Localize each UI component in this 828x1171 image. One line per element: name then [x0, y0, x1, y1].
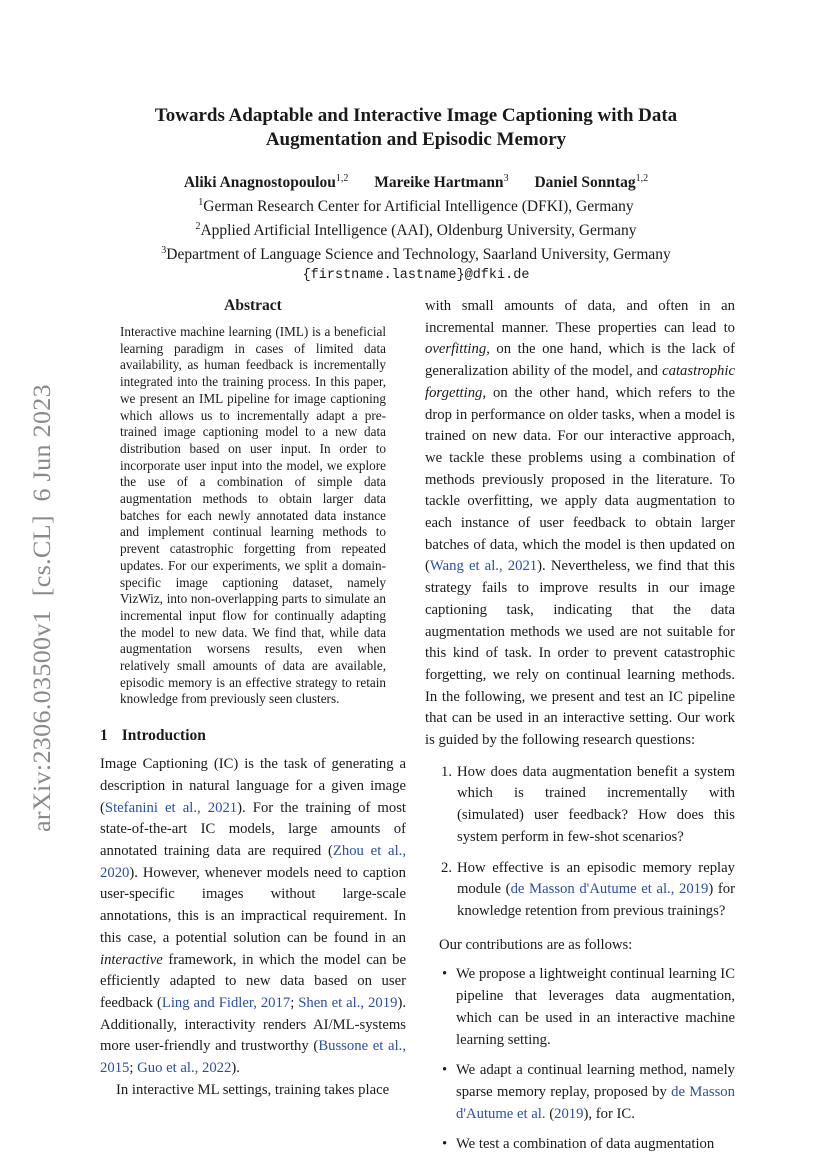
author: Mareike Hartmann$^3$ [374, 173, 509, 192]
research-question: 2. How effective is an episodic memory replay module (de Masson d'Autume et al., 2019) for knowledge retention from previous trainings? [441, 859, 735, 919]
author: Daniel Sonntag$^{1,2}$ [534, 173, 649, 192]
research-questions-list [425, 762, 735, 923]
citation-link[interactable]: de Masson d'Autume et al., 2019 [510, 881, 709, 898]
author: Aliki Anagnostopoulou$^{1,2}$ [183, 173, 349, 192]
citation-link[interactable]: de Masson d'Autume et al. [456, 1083, 735, 1122]
abstract-text: Interactive machine learning (IML) is a beneficial learning paradigm in cases of limited data availability, as human feedback is incrementally integrated into the training process. In this paper, we present an IML pipeline for image captioning which allows us to incrementally adapt a pre-trained image captioning model to a new data distribution based on user input. In order to incorporate user input into the model, we explore the use of a combination of simple data augmentation methods to obtain larger data batches for each newly annotated data instance and implement continual learning methods to prevent catastrophic forgetting from repeated updates. For our experiments, we split a domain-specific image captioning dataset, namely VizWiz, into non-overlapping parts to simulate an incremental input flow for continually adapting the model to new data. We find that, while data augmentation worsens results, even when relatively small amounts of data are available, episodic memory is an effective strategy to retain knowledge from previously seen clusters. [120, 324, 386, 707]
contribution-item: • We propose a lightweight continual learning IC pipeline that leverages data augmentation, which can be used in an interactive machine learning setting. [442, 966, 735, 1048]
title-block [100, 104, 732, 286]
arxiv-stamp-text: arXiv:2306.03500v1 [cs.CL] 6 Jun 2023 [29, 402, 56, 832]
citation-link[interactable]: Shen et al., 2019 [298, 994, 398, 1011]
contribution-item: • We adapt a continual learning method, namely sparse memory replay, proposed by de Masson d'Autume et al. (2019), for IC. [442, 1062, 735, 1122]
arxiv-stamp [10, 380, 68, 840]
affiliation: $^3$Department of Language Science and Technology, Saarland University, Germany [161, 245, 671, 264]
citation-link[interactable]: Bussone et al., 2015 [100, 1038, 407, 1077]
affiliation: $^1$German Research Center for Artificial Intelligence (DFKI), Germany [198, 197, 634, 216]
contributions-intro: Our contributions are as follows: [439, 936, 633, 953]
bullet-icon: • [442, 1062, 448, 1079]
research-question: 1. How does data augmentation benefit a system which is trained incrementally with (simulated) user feedback? How does this system perform in few-shot scenarios? [441, 763, 735, 845]
citation-link[interactable]: 2019 [554, 1105, 584, 1122]
citation-link[interactable]: Guo et al., 2022 [137, 1060, 232, 1077]
paper-title: Towards Adaptable and Interactive Image Captioning with Data Augmentation and Episodic Memory [154, 105, 678, 150]
contribution-item: • We test a combination of data augmentation [425, 1134, 735, 1156]
section-heading-introduction: 1 Introduction [100, 727, 206, 745]
bullet-icon: • [442, 1136, 448, 1153]
author-list [100, 169, 732, 193]
bullet-icon: • [442, 966, 448, 983]
intro-paragraph-2-start: In interactive ML settings, training takes place [116, 1081, 390, 1098]
left-column [100, 296, 406, 1101]
contributions-list [425, 964, 735, 1156]
citation-link[interactable]: Stefanini et al., 2021 [104, 799, 238, 816]
author-email: {firstname.lastname}@dfki.de [302, 267, 530, 283]
citation-link[interactable]: Zhou et al., 2020 [100, 842, 406, 881]
affiliation: $^2$Applied Artificial Intelligence (AAI), Oldenburg University, Germany [195, 221, 637, 240]
right-column [425, 296, 735, 1165]
abstract-heading: Abstract [224, 297, 282, 314]
citation-link[interactable]: Ling and Fidler, 2017 [161, 994, 291, 1011]
intro-paragraph-2-continued: with small amounts of data, and often in an incremental manner. These properties can lead to overfitting, on the one hand, which is the lack of generalization ability of the model, and catastrophic forgetting, on the other hand, which refers to the drop in performance on older tasks, when a model is trained on new data. For our interactive approach, we tackle these problems using a combination of methods previously proposed in the literature. To tackle overfitting, we apply data augmentation to each instance of user feedback to obtain larger batches of data, which the model is then updated on (Wang et al., 2021). Nevertheless, we find that this strategy fails to improve results in our image captioning task, indicating that the data augmentation methods we used are not suitable for this kind of task. In order to prevent catastrophic forgetting, we rely on continual learning methods. In the following, we present and test an IC pipeline that can be used in an interactive setting. Our work is guided by the following research questions: [425, 298, 735, 749]
intro-paragraph-1: Image Captioning (IC) is the task of generating a description in natural language for a given image (Stefanini et al., 2021). For the training of most state-of-the-art IC models, large amounts of annotated training data are required (Zhou et al., 2020). However, whenever models need to caption user-specific images without large-scale annotations, this is an impractical requirement. In this case, a potential solution can be found in an interactive framework, in which the model can be efficiently adapted to new data based on user feedback (Ling and Fidler, 2017; Shen et al., 2019). Additionally, interactivity renders AI/ML-systems more user-friendly and trustworthy (Bussone et al., 2015; Guo et al., 2022). [100, 756, 407, 1077]
citation-link[interactable]: Wang et al., 2021 [429, 558, 538, 575]
